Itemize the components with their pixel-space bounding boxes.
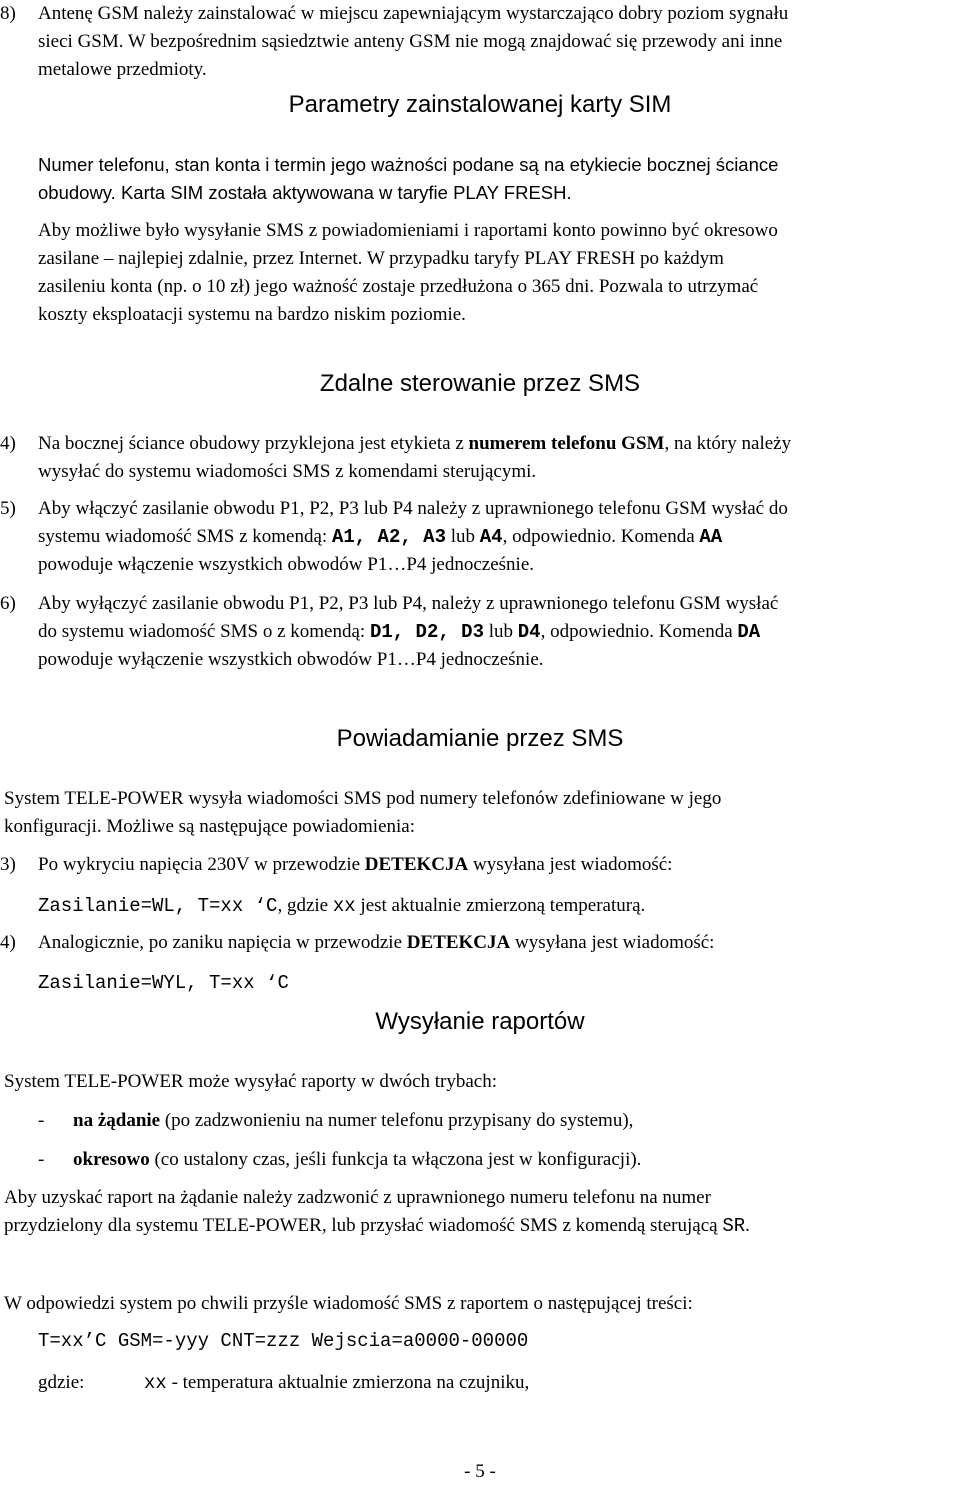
text-run: , gdzie bbox=[277, 895, 333, 916]
text-line: Antenę GSM należy zainstalować w miejscu zapewniającym wystarczająco dobry poziom sygnału bbox=[38, 3, 789, 24]
text-run: Na bocznej ściance obudowy przyklejona jest etykieta z bbox=[38, 433, 469, 454]
text-run: . bbox=[745, 1215, 750, 1236]
bold-text: DETEKCJA bbox=[406, 932, 511, 953]
text-run: do systemu wiadomość SMS o z komendą: bbox=[38, 621, 370, 642]
bold-text: na żądanie bbox=[73, 1110, 161, 1131]
text-line bbox=[4, 1212, 954, 1240]
bold-text: numerem telefonu GSM bbox=[468, 433, 665, 454]
item-number: 4) bbox=[0, 433, 16, 454]
text-run: , odpowiednio. Komenda bbox=[502, 526, 700, 547]
text-run: przydzielony dla systemu TELE-POWER, lub przysłać wiadomość SMS z komendą sterującą bbox=[4, 1215, 723, 1236]
item-number: 8) bbox=[0, 3, 16, 24]
section-heading-remote: Zdalne sterowanie przez SMS bbox=[319, 370, 641, 397]
reports-paragraph-2 bbox=[4, 1184, 954, 1240]
item-number: 5) bbox=[0, 498, 16, 519]
variable-code: xx bbox=[144, 1372, 167, 1394]
notify-paragraph bbox=[4, 785, 954, 841]
reports-paragraph-1: System TELE-POWER może wysyłać raporty w dwóch trybach: bbox=[4, 1071, 498, 1092]
command-code: AA bbox=[699, 526, 723, 548]
page-number: - 5 - bbox=[464, 1461, 496, 1482]
command-code: D4 bbox=[517, 621, 541, 643]
text-line: powoduje włączenie wszystkich obwodów P1…P4 jednocześnie. bbox=[38, 554, 535, 575]
item-number: 4) bbox=[0, 932, 16, 953]
where-label: gdzie: bbox=[38, 1372, 85, 1393]
text-run: wysyłana jest wiadomość: bbox=[468, 854, 673, 875]
text-run: jest aktualnie zmierzoną temperaturą. bbox=[355, 895, 646, 916]
text-line: obudowy. Karta SIM została aktywowana w taryfie PLAY FRESH. bbox=[38, 182, 572, 203]
reports-paragraph-3: W odpowiedzi system po chwili przyśle wiadomość SMS z raportem o następującej treści: bbox=[4, 1293, 693, 1314]
sms-message: Zasilanie=WYL, T=xx ‘C bbox=[38, 972, 289, 994]
text-line: wysyłać do systemu wiadomości SMS z komendami sterującymi. bbox=[38, 461, 537, 482]
bullet-dash: - bbox=[38, 1110, 45, 1131]
variable-code: xx bbox=[332, 895, 356, 917]
text-line: zasileniu konta (np. o 10 zł) jego ważność zostaje przedłużona o 365 dni. Pozwala to utrzymać bbox=[38, 276, 759, 297]
report-message: T=xx’C GSM=-yyy CNT=zzz Wejscia=a0000-00000 bbox=[38, 1330, 529, 1352]
text-run: wysyłana jest wiadomość: bbox=[510, 932, 715, 953]
text-line bbox=[73, 1146, 953, 1174]
text-line bbox=[38, 523, 958, 551]
text-line: Aby uzyskać raport na żądanie należy zadzwonić z uprawnionego numeru telefonu na numer bbox=[4, 1187, 711, 1208]
command-code: D1, D2, D3 bbox=[369, 621, 484, 643]
bold-text: okresowo bbox=[73, 1149, 150, 1170]
text-run: (co ustalony czas, jeśli funkcja ta włączona jest w konfiguracji). bbox=[149, 1149, 642, 1170]
sms-message: Zasilanie=WL, T=xx ‘C bbox=[38, 895, 278, 917]
sim-paragraph-2 bbox=[38, 217, 958, 329]
section-heading-sim: Parametry zainstalowanej karty SIM bbox=[288, 91, 672, 118]
item-number: 3) bbox=[0, 854, 16, 875]
text-line: Aby wyłączyć zasilanie obwodu P1, P2, P3 lub P4, należy z uprawnionego telefonu GSM wysłać bbox=[38, 593, 779, 614]
text-line: koszty eksploatacji systemu na bardzo niskim poziomie. bbox=[38, 304, 466, 325]
text-run: - temperatura aktualnie zmierzona na czujniku, bbox=[166, 1372, 530, 1393]
bullet-dash: - bbox=[38, 1149, 45, 1170]
text-line bbox=[38, 851, 958, 879]
text-run: lub bbox=[483, 621, 518, 642]
text-line: Numer telefonu, stan konta i termin jego ważności podane są na etykiecie bocznej ściance bbox=[38, 154, 779, 175]
text-line: Aby włączyć zasilanie obwodu P1, P2, P3 lub P4 należy z uprawnionego telefonu GSM wysłać do bbox=[38, 498, 788, 519]
text-line bbox=[38, 618, 958, 646]
text-line bbox=[144, 1369, 954, 1397]
command-code: SR bbox=[722, 1215, 746, 1237]
text-line: System TELE-POWER wysyła wiadomości SMS pod numery telefonów zdefiniowane w jego bbox=[4, 788, 722, 809]
text-line: powoduje wyłączenie wszystkich obwodów P1…P4 jednocześnie. bbox=[38, 649, 544, 670]
section-heading-reports: Wysyłanie raportów bbox=[375, 1008, 585, 1035]
text-run: , na który należy bbox=[664, 433, 792, 454]
bold-text: DETEKCJA bbox=[364, 854, 469, 875]
section-heading-notify: Powiadamianie przez SMS bbox=[336, 725, 624, 752]
text-line: konfiguracji. Możliwe są następujące powiadomienia: bbox=[4, 816, 416, 837]
command-code: A4 bbox=[479, 526, 503, 548]
message-line bbox=[38, 892, 958, 920]
text-line bbox=[38, 929, 958, 957]
item-number: 6) bbox=[0, 593, 16, 614]
sim-paragraph-1 bbox=[38, 151, 958, 207]
text-line: sieci GSM. W bezpośrednim sąsiedztwie anteny GSM nie mogą znajdować się przewody ani inne bbox=[38, 31, 783, 52]
command-code: DA bbox=[737, 621, 761, 643]
text-run: (po zadzwonieniu na numer telefonu przypisany do systemu), bbox=[160, 1110, 634, 1131]
text-line: metalowe przedmioty. bbox=[38, 59, 207, 80]
text-run: , odpowiednio. Komenda bbox=[540, 621, 738, 642]
command-code: A1, A2, A3 bbox=[331, 526, 446, 548]
text-run: systemu wiadomość SMS z komendą: bbox=[38, 526, 332, 547]
text-run: Po wykryciu napięcia 230V w przewodzie bbox=[38, 854, 365, 875]
text-run: Analogicznie, po zaniku napięcia w przewodzie bbox=[38, 932, 407, 953]
text-line bbox=[73, 1107, 953, 1135]
text-run: lub bbox=[445, 526, 480, 547]
text-line: Aby możliwe było wysyłanie SMS z powiadomieniami i raportami konto powinno być okresowo bbox=[38, 220, 778, 241]
text-line: zasilane – najlepiej zdalnie, przez Internet. W przypadku taryfy PLAY FRESH po każdym bbox=[38, 248, 724, 269]
text-line bbox=[38, 430, 958, 458]
